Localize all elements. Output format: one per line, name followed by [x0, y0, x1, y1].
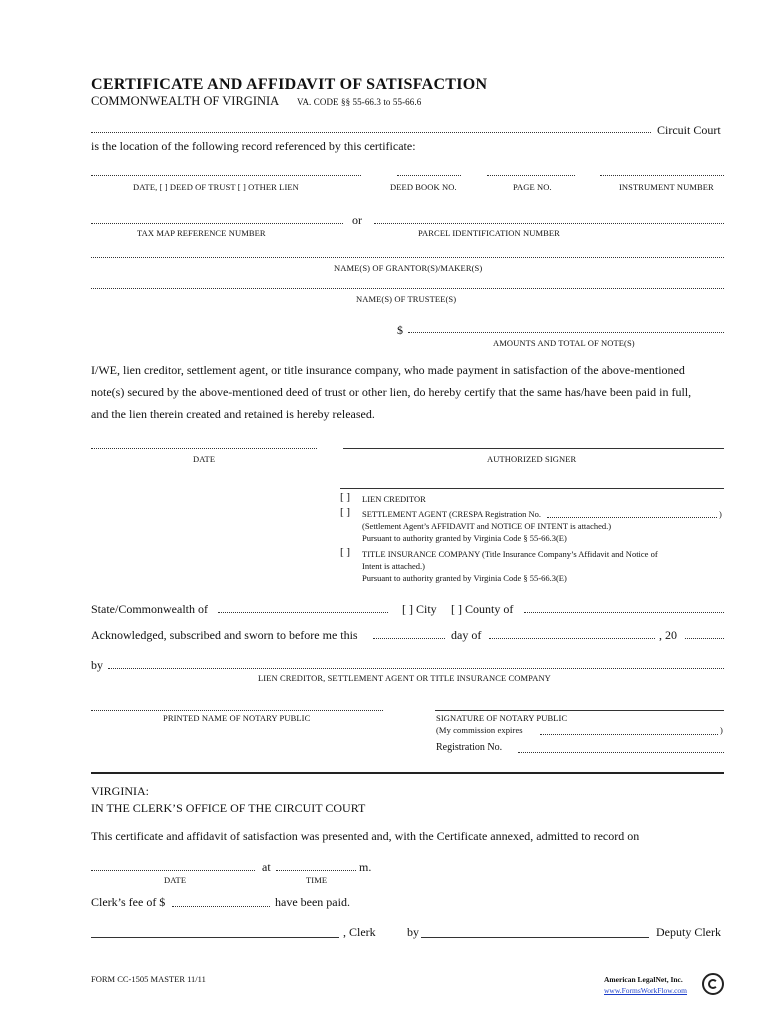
grantor-label: NAME(S) OF GRANTOR(S)/MAKER(S) — [334, 263, 483, 273]
crespa-field[interactable] — [547, 517, 717, 518]
commission-close: ) — [720, 725, 723, 735]
parcel-label: PARCEL IDENTIFICATION NUMBER — [418, 228, 560, 238]
trustee-field[interactable] — [91, 288, 724, 289]
authorized-signer-field[interactable] — [343, 448, 724, 449]
clerk-fee-label: Clerk’s fee of $ — [91, 895, 166, 909]
tax-map-field[interactable] — [91, 223, 343, 224]
year-prefix: , 20 — [659, 628, 677, 642]
trustee-label: NAME(S) OF TRUSTEE(S) — [356, 294, 457, 304]
clerk-signature-field[interactable] — [91, 937, 339, 938]
date-field[interactable] — [91, 175, 361, 176]
commission-field[interactable] — [540, 734, 718, 735]
sign-date-field[interactable] — [91, 448, 317, 449]
statement-line-1: I/WE, lien creditor, settlement agent, or title insurance company, who made payment in satisfaction of the above-mentioned — [91, 363, 685, 377]
deputy-signature-field[interactable] — [421, 937, 649, 938]
county-field[interactable] — [524, 612, 724, 613]
sign-date-label: DATE — [193, 454, 216, 464]
ack-day-field[interactable] — [373, 638, 445, 639]
record-date-field[interactable] — [91, 870, 255, 871]
commonwealth-label: COMMONWEALTH OF VIRGINIA — [91, 94, 280, 108]
at-label: at — [262, 860, 271, 874]
notary-signature-field[interactable] — [435, 710, 724, 711]
registration-label: Registration No. — [436, 742, 503, 753]
or-text: or — [352, 213, 362, 227]
lien-creditor-caption: LIEN CREDITOR, SETTLEMENT AGENT OR TITLE INSURANCE COMPANY — [258, 673, 551, 683]
printed-name-label: PRINTED NAME OF NOTARY PUBLIC — [163, 713, 311, 723]
state-field[interactable] — [218, 612, 388, 613]
day-of-label: day of — [451, 628, 482, 642]
ack-month-field[interactable] — [489, 638, 655, 639]
location-text: is the location of the following record referenced by this certificate: — [91, 139, 416, 153]
statement-line-2: note(s) secured by the above-mentioned deed of trust or other lien, do hereby certify that the same has/have been paid in full, — [91, 385, 692, 399]
title-insurance-note: Intent is attached.) — [362, 561, 426, 571]
parcel-field[interactable] — [374, 223, 724, 224]
page-field[interactable] — [487, 175, 575, 176]
deputy-clerk-label: Deputy Clerk — [656, 925, 721, 939]
circuit-court-label: Circuit Court — [657, 123, 721, 137]
deputy-by-label: by — [407, 925, 419, 939]
notary-signature-label: SIGNATURE OF NOTARY PUBLIC — [436, 713, 568, 723]
instrument-field[interactable] — [600, 175, 724, 176]
section-divider — [91, 772, 724, 774]
settlement-agent-label: SETTLEMENT AGENT (CRESPA Registration No. — [362, 509, 542, 519]
settlement-agent-authority: Pursuant to authority granted by Virginia Code § 55-66.3(E) — [362, 533, 567, 543]
amounts-label: AMOUNTS AND TOTAL OF NOTE(S) — [493, 338, 635, 348]
county-checkbox[interactable]: [ ] County of — [451, 602, 514, 616]
title-insurance-label: TITLE INSURANCE COMPANY (Title Insurance Company’s Affidavit and Notice of — [362, 549, 658, 559]
settlement-agent-note: (Settlement Agent’s AFFIDAVIT and NOTICE OF INTENT is attached.) — [362, 521, 612, 531]
commission-label: (My commission expires — [436, 725, 523, 735]
website-link[interactable]: www.FormsWorkFlow.com — [604, 986, 688, 995]
crespa-close: ) — [719, 509, 722, 519]
settlement-agent-checkbox[interactable]: [ ] — [340, 506, 351, 518]
lien-creditor-label: LIEN CREDITOR — [362, 494, 426, 504]
amounts-field[interactable] — [408, 332, 724, 333]
clerk-label: , Clerk — [343, 925, 376, 939]
acknowledged-label: Acknowledged, subscribed and sworn to before me this — [91, 628, 358, 642]
va-code: VA. CODE §§ 55-66.3 to 55-66.6 — [297, 97, 422, 107]
deed-book-label: DEED BOOK NO. — [390, 182, 457, 192]
lien-creditor-checkbox[interactable]: [ ] — [340, 491, 351, 503]
title-insurance-authority: Pursuant to authority granted by Virginia Code § 55-66.3(E) — [362, 573, 567, 583]
options-rule — [340, 488, 724, 489]
form-number: FORM CC-1505 MASTER 11/11 — [91, 974, 206, 984]
authorized-signer-label: AUTHORIZED SIGNER — [487, 454, 577, 464]
clerk-fee-field[interactable] — [172, 906, 270, 907]
circuit-court-field[interactable] — [91, 132, 651, 133]
deed-book-field[interactable] — [397, 175, 461, 176]
date-lien-label: DATE, [ ] DEED OF TRUST [ ] OTHER LIEN — [133, 182, 299, 192]
dollar-sign: $ — [397, 323, 403, 337]
city-checkbox[interactable]: [ ] City — [402, 602, 437, 616]
registration-field[interactable] — [518, 752, 724, 753]
by-label: by — [91, 658, 103, 672]
by-field[interactable] — [108, 668, 724, 669]
virginia-heading: VIRGINIA: — [91, 784, 149, 798]
clerk-office-heading: IN THE CLERK’S OFFICE OF THE CIRCUIT COURT — [91, 801, 366, 815]
form-title: CERTIFICATE AND AFFIDAVIT OF SATISFACTION — [91, 76, 488, 93]
record-time-field[interactable] — [276, 870, 356, 871]
company-name: American LegalNet, Inc. — [604, 975, 683, 984]
presented-text: This certificate and affidavit of satisfaction was presented and, with the Certificate annexed, admitted to record on — [91, 829, 640, 843]
instrument-label: INSTRUMENT NUMBER — [619, 182, 714, 192]
record-date-label: DATE — [164, 875, 187, 885]
state-label: State/Commonwealth of — [91, 602, 208, 616]
printed-name-field[interactable] — [91, 710, 383, 711]
tax-map-label: TAX MAP REFERENCE NUMBER — [137, 228, 266, 238]
title-insurance-checkbox[interactable]: [ ] — [340, 546, 351, 558]
record-time-label: TIME — [306, 875, 328, 885]
statement-line-3: and the lien therein created and retained is hereby released. — [91, 407, 375, 421]
m-label: m. — [359, 860, 372, 874]
ack-year-field[interactable] — [685, 638, 724, 639]
legalnet-globe-icon — [702, 973, 724, 995]
clerk-fee-suffix: have been paid. — [275, 895, 350, 909]
grantor-field[interactable] — [91, 257, 724, 258]
page-label: PAGE NO. — [513, 182, 552, 192]
american-legalnet-logo — [604, 972, 724, 998]
